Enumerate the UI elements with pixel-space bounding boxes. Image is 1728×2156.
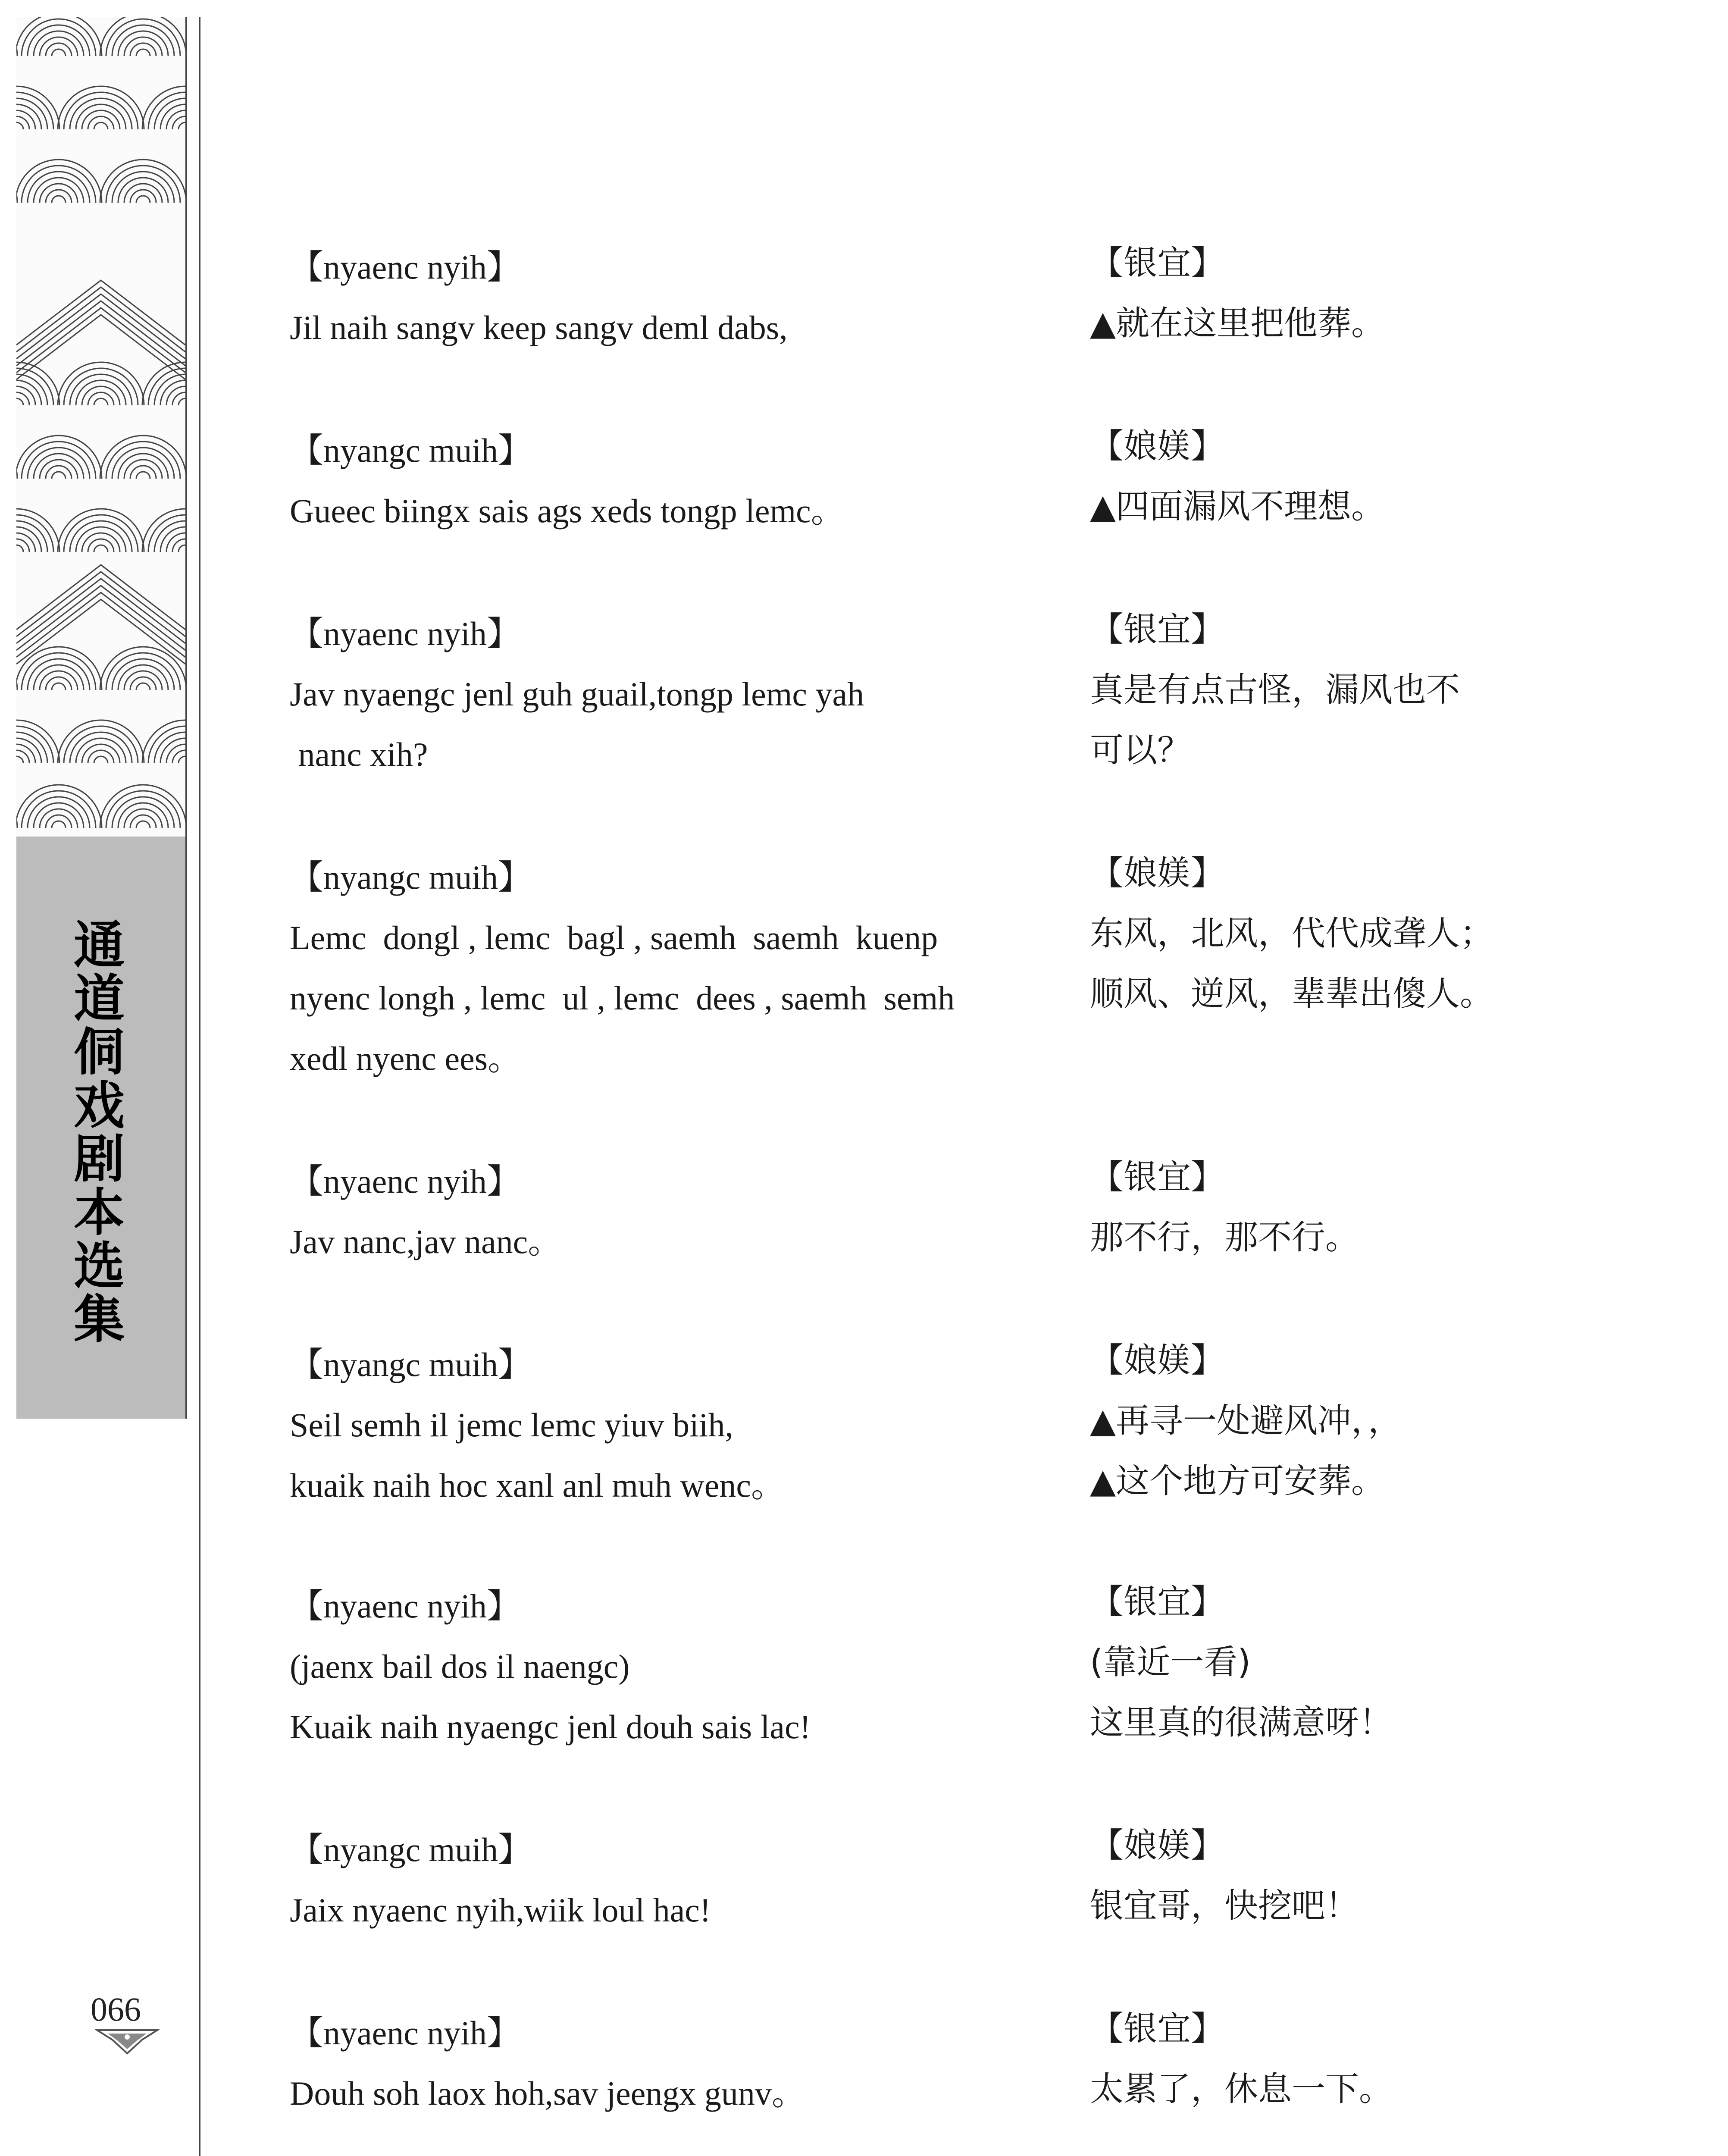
- speaker-dong: 【nyaenc nyih】: [290, 2014, 521, 2052]
- chinese-line: 那不行，那不行。: [1090, 1218, 1359, 1257]
- sidebar-right-rule: [185, 17, 187, 1419]
- dong-line: Jil naih sangv keep sangv deml dabs,: [290, 309, 788, 346]
- speaker-dong: 【nyangc muih】: [290, 1831, 532, 1868]
- chinese-column: [1090, 843, 1650, 1024]
- dong-line: xedl nyenc ees。: [290, 1040, 522, 1077]
- dong-line: Kuaik naih nyaengc jenl douh sais lac!: [290, 1708, 811, 1745]
- speaker-chinese: 【银宜】: [1090, 244, 1225, 282]
- chinese-column: [1090, 1147, 1650, 1268]
- dong-column: [290, 420, 1057, 541]
- speaker-dong: 【nyaenc nyih】: [290, 248, 521, 286]
- speaker-chinese: 【娘媄】: [1090, 854, 1225, 893]
- dong-column: [290, 1335, 1057, 1516]
- dong-line: Jav nyaengc jenl guh guail,tongp lemc yah: [290, 675, 864, 713]
- chinese-line: 真是有点古怪，漏风也不: [1090, 671, 1460, 709]
- dong-column: [290, 1820, 1057, 1940]
- dong-line: Seil semh il jemc lemc yiuv biih,: [290, 1406, 734, 1444]
- sidebar-decorative-pattern: [16, 17, 185, 837]
- speaker-dong: 【nyaenc nyih】: [290, 1587, 521, 1625]
- page-margin-rule: [199, 17, 200, 2156]
- speaker-dong: 【nyangc muih】: [290, 859, 532, 896]
- speaker-dong: 【nyangc muih】: [290, 1346, 532, 1383]
- dong-line: Jaix nyaenc nyih,wiik loul hac!: [290, 1891, 711, 1929]
- page-ornament-icon: [95, 2027, 160, 2057]
- page-number: 066: [91, 1990, 141, 2028]
- dong-line: (jaenx bail dos il naengc): [290, 1648, 630, 1685]
- speaker-chinese: 【银宜】: [1090, 2009, 1225, 2048]
- dong-line: Douh soh laox hoh,sav jeengx gunv。: [290, 2075, 805, 2112]
- chinese-line: ▲四面漏风不理想。: [1090, 487, 1385, 526]
- chinese-line: ▲这个地方可安葬。: [1090, 1462, 1385, 1501]
- speaker-chinese: 【银宜】: [1090, 610, 1225, 649]
- speaker-dong: 【nyaenc nyih】: [290, 615, 521, 652]
- speaker-chinese: 【银宜】: [1090, 1158, 1225, 1197]
- chinese-line: (靠近一看): [1090, 1643, 1251, 1682]
- chinese-line: 东风，北风，代代成聋人；: [1090, 914, 1494, 953]
- chinese-column: [1090, 1815, 1650, 1936]
- speaker-chinese: 【银宜】: [1090, 1583, 1225, 1621]
- book-title: 通道侗戏剧本选集: [73, 915, 125, 1349]
- chinese-column: [1090, 1999, 1650, 2119]
- chinese-line: 顺风、逆风，辈辈出傻人。: [1090, 975, 1494, 1013]
- chinese-line: 可以？: [1090, 731, 1191, 770]
- chinese-column: [1090, 1330, 1650, 1511]
- chinese-column: [1090, 233, 1650, 354]
- dong-line: Gueec biingx sais ags xeds tongp lemc。: [290, 492, 845, 530]
- chinese-line: 银宜哥，快挖吧！: [1090, 1887, 1359, 1925]
- speaker-dong: 【nyaenc nyih】: [290, 1163, 521, 1200]
- dong-line: Lemc dongl , lemc bagl , saemh saemh kuenp: [290, 919, 938, 956]
- dong-line: nyenc longh , lemc ul , lemc dees , saemh semh: [290, 979, 955, 1017]
- chinese-column: [1090, 599, 1650, 780]
- dong-column: [290, 604, 1057, 785]
- dong-column: [290, 2003, 1057, 2124]
- dong-line: kuaik naih hoc xanl anl muh wenc。: [290, 1467, 785, 1504]
- dong-column: [290, 1576, 1057, 1757]
- dong-line: Jav nanc,jav nanc。: [290, 1223, 562, 1260]
- dong-column: [290, 847, 1044, 1089]
- dong-line: nanc xih?: [290, 736, 428, 773]
- dong-column: [290, 237, 1057, 358]
- speaker-chinese: 【娘媄】: [1090, 427, 1225, 466]
- chinese-column: [1090, 1572, 1650, 1753]
- chinese-line: 这里真的很满意呀！: [1090, 1703, 1393, 1742]
- speaker-chinese: 【娘媄】: [1090, 1341, 1225, 1380]
- speaker-chinese: 【娘媄】: [1090, 1826, 1225, 1865]
- chinese-line: 太累了，休息一下。: [1090, 2070, 1393, 2109]
- chinese-line: ▲再寻一处避风冲，，: [1090, 1401, 1402, 1440]
- chinese-column: [1090, 416, 1650, 537]
- dong-column: [290, 1151, 1057, 1272]
- chinese-line: ▲就在这里把他葬。: [1090, 304, 1385, 343]
- speaker-dong: 【nyangc muih】: [290, 432, 532, 469]
